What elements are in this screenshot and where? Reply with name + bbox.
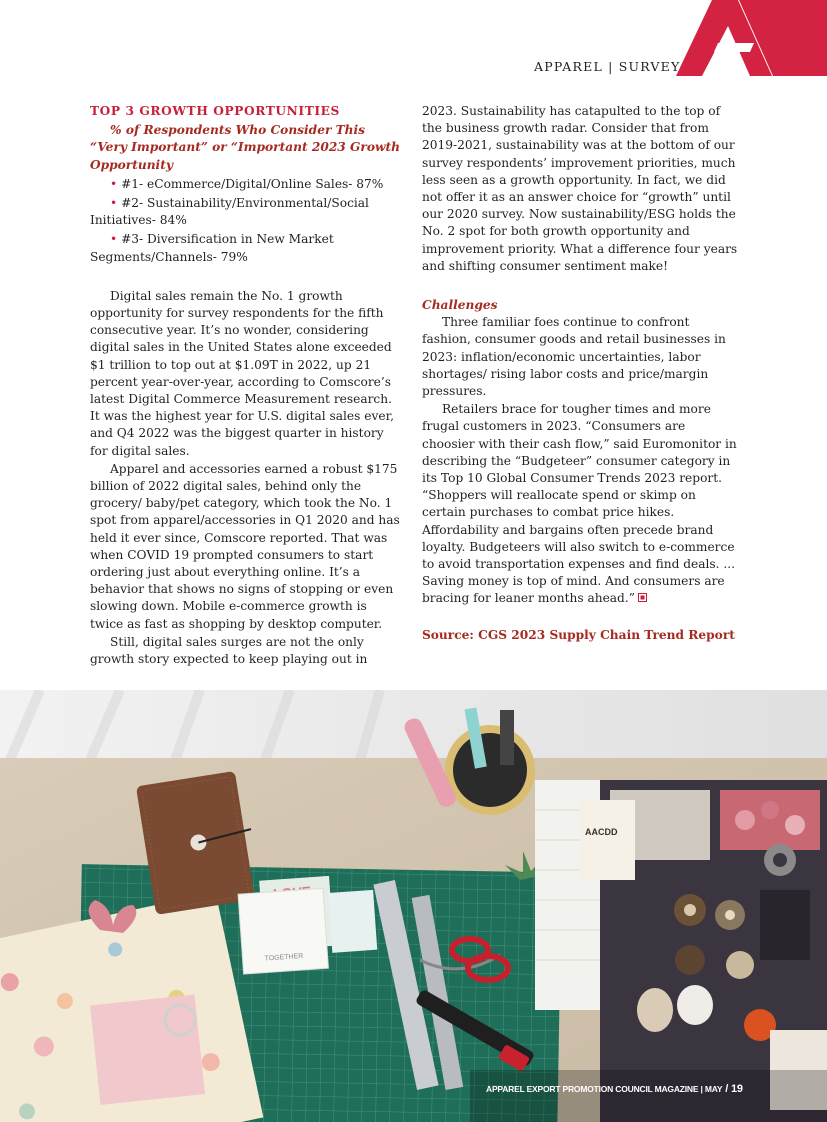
- photo-alphabet-card: AACDD: [585, 827, 618, 837]
- bullet-icon: •: [110, 232, 118, 247]
- body-paragraph: Apparel and accessories earned a robust $175 billion of 2022 digital sales, behind only the grocery/ baby/pet category, which took the No. 1 spot from apparel/accessories in Q1 2020 and has held it ever since, Comscore reported. That was when COVID 19 prompted consumers to start ordering just about everything online. It’s a behavior that shows no signs of stopping or even slowing down. Mobile e-commerce growth is twice as fast as shopping by desktop computer.: [90, 461, 400, 631]
- body-paragraph: [422, 401, 738, 607]
- body-paragraph-continued: 2023. Sustainability has catapulted to the top of the business growth radar. Consider that from 2019-2021, sustainability was at the bottom of our survey respondents’ improvement priorities, much less seen as a growth opportunity. In fact, we did not offer it as an answer choice for “growth” until our 2020 survey. Now sustainability/ESG holds the No. 2 spot for both growth opportunity and improvement priority. What a difference four years and shifting consumer sentiment make!: [422, 104, 738, 273]
- opportunity-1: #1- eCommerce/Digital/Online Sales- 87%: [121, 176, 384, 191]
- challenges-paragraph-text: Retailers brace for tougher times and more frugal customers in 2023. “Consumers are choosier with their cash flow,” said Euromonitor in describing the “Budgeteer” consumer category in its Top 10 Global Consumer Trends 2023 report. “Shoppers will reallocate spend or skimp on certain purchases to combat price hikes. Affordability and bargains often precede brand loyalty. Budgeteers will also switch to e-commerce to avoid transportation expenses and find deals. ... Saving money is top of mind. And consumers are bracing for leaner months ahead.”: [422, 402, 737, 606]
- body-paragraph: Digital sales remain the No. 1 growth opportunity for survey respondents for the fifth consecutive year. It’s no wonder, considering digital sales in the United States alone exceeded $1 trillion to top out at $1.09T in 2022, up 21 percent year-over-year, according to Comscore’s latest Digital Commerce Measurement research. It was the highest year for U.S. digital sales ever, and Q4 2022 was the biggest quarter in history for digital sales.: [90, 288, 394, 458]
- craft-desk-photo: [0, 690, 827, 1122]
- right-column: [422, 103, 738, 644]
- opportunities-heading: TOP 3 GROWTH OPPORTUNITIES: [90, 104, 340, 118]
- bullet-icon: •: [110, 196, 118, 211]
- body-paragraph: Still, digital sales surges are not the only growth story expected to keep playing out in: [90, 634, 368, 667]
- footer-month: MAY: [704, 1084, 723, 1094]
- list-item: [90, 231, 402, 265]
- footer-separator: |: [700, 1084, 705, 1094]
- left-column: [90, 103, 402, 669]
- challenges-heading: Challenges: [422, 298, 498, 313]
- footer-separator: /: [722, 1083, 731, 1095]
- body-paragraph: Three familiar foes continue to confront fashion, consumer goods and retail businesses in 2023: inflation/economic uncertainties, labor shortages/ rising labor costs and price/margin pressures.: [422, 315, 726, 399]
- section-label: APPAREL | SURVEY: [534, 59, 681, 74]
- page-number: 19: [730, 1083, 743, 1095]
- opportunities-subheading: % of Respondents Who Consider This “Very Important” or “Important 2023 Growth Opportunity: [90, 123, 400, 172]
- magazine-logo: [676, 0, 827, 76]
- photo-together-text: TOGETHER: [264, 952, 304, 963]
- end-of-article-icon: [638, 593, 647, 602]
- page-footer: [486, 1083, 743, 1095]
- footer-publication: APPAREL EXPORT PROMOTION COUNCIL MAGAZINE: [486, 1084, 699, 1094]
- bullet-icon: •: [110, 176, 118, 191]
- list-item: [90, 176, 402, 193]
- list-item: [90, 195, 402, 229]
- opportunity-2: #2- Sustainability/Environmental/Social Initiatives- 84%: [90, 196, 369, 228]
- opportunity-3: #3- Diversification in New Market Segments/Channels- 79%: [90, 232, 334, 264]
- source-credit: Source: CGS 2023 Supply Chain Trend Report: [422, 627, 735, 642]
